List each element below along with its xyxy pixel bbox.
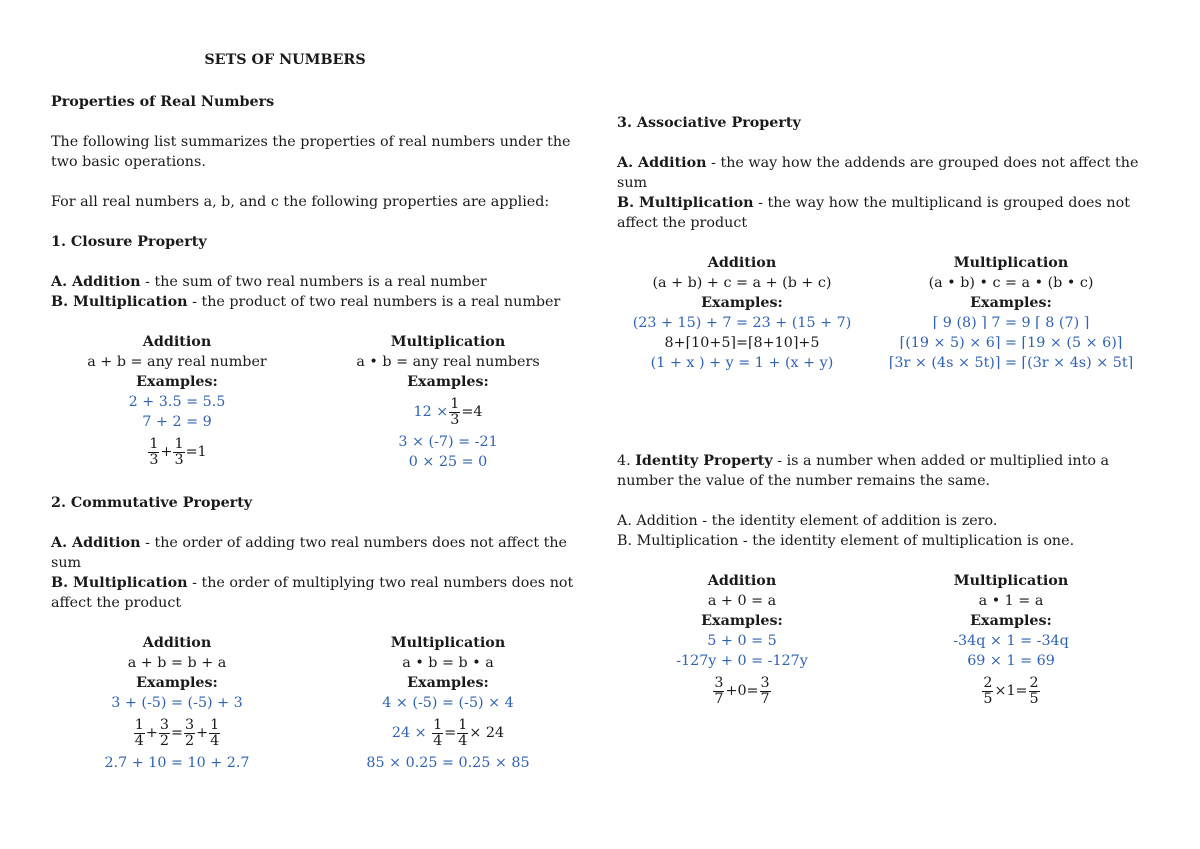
example-fraction — [57, 432, 297, 472]
example: (23 + 15) + 7 = 23 + (15 + 7) — [632, 315, 852, 331]
numerator: 1 — [174, 435, 184, 452]
rule: a + 0 = a — [707, 593, 777, 609]
denominator: 7 — [714, 690, 724, 707]
block-heading: Multiplication — [953, 573, 1069, 589]
operator: + — [160, 444, 173, 460]
denominator: 7 — [760, 690, 770, 707]
examples-label: Examples: — [701, 295, 783, 311]
denominator: 5 — [983, 690, 993, 707]
associative-multiplication-def — [617, 193, 1130, 213]
commutative-multiplication-block — [328, 633, 568, 773]
result: =1 — [185, 444, 207, 460]
numerator: 2 — [983, 674, 993, 691]
definition: - the order of multiplying two real numbers does not — [187, 575, 574, 591]
examples-label: Examples: — [136, 675, 218, 691]
example: 4 × (-5) = (-5) × 4 — [382, 695, 514, 711]
identity-heading: Identity Property — [635, 453, 773, 469]
denominator: 4 — [210, 732, 220, 749]
examples-label: Examples: — [701, 613, 783, 629]
result: =4 — [461, 404, 483, 420]
definition-cont: sum — [617, 175, 648, 191]
examples-label: Examples: — [970, 613, 1052, 629]
denominator: 3 — [174, 451, 184, 468]
closure-heading: 1. Closure Property — [51, 234, 207, 250]
definition-cont: sum — [51, 555, 82, 571]
example: 69 × 1 = 69 — [967, 653, 1055, 669]
definition: - the sum of two real numbers is a real number — [140, 274, 487, 290]
examples-label: Examples: — [136, 374, 218, 390]
rule: a • b = b • a — [402, 655, 494, 671]
denominator: 2 — [159, 732, 169, 749]
numerator: 2 — [1029, 674, 1039, 691]
numerator: 3 — [760, 674, 770, 691]
example-fraction — [891, 671, 1131, 711]
numerator: 1 — [450, 395, 460, 412]
commutative-multiplication-def — [51, 573, 573, 593]
example: 3 × (-7) = -21 — [398, 434, 498, 450]
example: 3 + (-5) = (-5) + 3 — [111, 695, 243, 711]
example: ⌈(19 × 5) × 6⌉ = ⌈19 × (5 × 6)⌉ — [899, 335, 1123, 351]
label: B. Multiplication — [51, 294, 188, 310]
rule: a • b = any real numbers — [356, 354, 540, 370]
numerator: 1 — [210, 716, 220, 733]
operator: +0= — [725, 683, 759, 699]
definition-cont: number the value of the number remains the same. — [617, 473, 991, 489]
denominator: 3 — [149, 451, 159, 468]
denominator: 2 — [184, 732, 195, 749]
example: 8+⌈10+5⌉=⌈8+10⌉+5 — [664, 335, 820, 351]
example: -34q × 1 = -34q — [953, 633, 1069, 649]
rule: a + b = b + a — [127, 655, 227, 671]
numerator: 1 — [433, 716, 443, 733]
commutative-addition-block — [57, 633, 297, 773]
associative-addition-block — [622, 253, 862, 373]
associative-heading: 3. Associative Property — [617, 115, 801, 131]
example: 2 + 3.5 = 5.5 — [128, 394, 226, 410]
block-heading: Addition — [707, 255, 777, 271]
examples-label: Examples: — [970, 295, 1052, 311]
block-heading: Addition — [707, 573, 777, 589]
intro-text: For all real numbers a, b, and c the following properties are applied: — [51, 194, 550, 210]
example: 85 × 0.25 = 0.25 × 85 — [366, 755, 530, 771]
numerator: 1 — [134, 716, 144, 733]
denominator: 3 — [450, 411, 460, 428]
block-heading: Multiplication — [953, 255, 1069, 271]
operator: + — [145, 725, 158, 741]
example-fraction — [57, 713, 297, 753]
block-heading: Multiplication — [390, 635, 506, 651]
numerator: 3 — [714, 674, 724, 691]
example: 5 + 0 = 5 — [707, 633, 777, 649]
numerator: 3 — [184, 716, 195, 733]
label: A. Addition — [617, 155, 707, 171]
block-heading: Addition — [142, 635, 212, 651]
denominator: 5 — [1029, 690, 1039, 707]
numerator: 1 — [149, 435, 159, 452]
example: ⌈ 9 (8) ⌉ 7 = 9 ⌈ 8 (7) ⌉ — [932, 315, 1090, 331]
closure-multiplication-def — [51, 292, 560, 312]
numerator: 3 — [159, 716, 169, 733]
example: 2.7 + 10 = 10 + 2.7 — [104, 755, 250, 771]
label: A. Addition — [51, 274, 141, 290]
operator: ×1= — [994, 683, 1028, 699]
example-fraction — [328, 713, 568, 753]
block-heading: Addition — [142, 334, 212, 350]
page-title: SETS OF NUMBERS — [204, 52, 366, 68]
intro-text: two basic operations. — [51, 154, 206, 170]
example: 7 + 2 = 9 — [142, 414, 212, 430]
identity-addition-block — [622, 571, 862, 711]
definition: - the order of adding two real numbers does not affect the — [140, 535, 568, 551]
closure-addition-block — [57, 332, 297, 472]
commutative-addition-def — [51, 533, 567, 553]
label: B. Multiplication — [51, 575, 188, 591]
label: B. Multiplication — [617, 195, 754, 211]
intro-text: The following list summarizes the properties of real numbers under the — [51, 134, 571, 150]
examples-label: Examples: — [407, 675, 489, 691]
definition: - the way how the addends are grouped does not affect the — [706, 155, 1139, 171]
example: ⌈3r × (4s × 5t)⌉ = ⌈(3r × 4s) × 5t⌉ — [888, 355, 1134, 371]
operator: = — [444, 725, 457, 741]
denominator: 4 — [134, 732, 144, 749]
numerator: 1 — [458, 716, 468, 733]
closure-addition-def — [51, 272, 487, 292]
term: 12 × — [413, 404, 449, 420]
example: 0 × 25 = 0 — [408, 454, 488, 470]
associative-addition-def — [617, 153, 1138, 173]
section-heading: Properties of Real Numbers — [51, 94, 275, 110]
operator: + — [196, 725, 209, 741]
definition: - is a number when added or multiplied into a — [772, 453, 1110, 469]
example-fraction — [622, 671, 862, 711]
number: 4. — [617, 453, 636, 469]
denominator: 4 — [458, 732, 468, 749]
rule: (a + b) + c = a + (b + c) — [652, 275, 832, 291]
operator: = — [171, 725, 183, 741]
examples-label: Examples: — [407, 374, 489, 390]
denominator: 4 — [433, 732, 443, 749]
term: 24 × — [391, 725, 427, 741]
identity-multiplication-block — [891, 571, 1131, 711]
example: -127y + 0 = -127y — [676, 653, 808, 669]
definition-cont: affect the product — [617, 215, 748, 231]
commutative-heading: 2. Commutative Property — [51, 495, 253, 511]
definition: - the way how the multiplicand is grouped does not — [753, 195, 1130, 211]
block-heading: Multiplication — [390, 334, 506, 350]
closure-multiplication-block — [328, 332, 568, 472]
term: × 24 — [469, 725, 505, 741]
identity-intro — [617, 451, 1109, 471]
identity-addition-def: A. Addition - the identity element of addition is zero. — [617, 513, 998, 529]
rule: (a • b) • c = a • (b • c) — [928, 275, 1094, 291]
rule: a • 1 = a — [978, 593, 1044, 609]
definition: - the product of two real numbers is a real number — [187, 294, 561, 310]
definition-cont: affect the product — [51, 595, 182, 611]
label: A. Addition — [51, 535, 141, 551]
identity-multiplication-def: B. Multiplication - the identity element of multiplication is one. — [617, 533, 1075, 549]
example-fraction — [328, 392, 568, 432]
rule: a + b = any real number — [87, 354, 267, 370]
example: (1 + x ) + y = 1 + (x + y) — [650, 355, 834, 371]
associative-multiplication-block — [881, 253, 1141, 373]
